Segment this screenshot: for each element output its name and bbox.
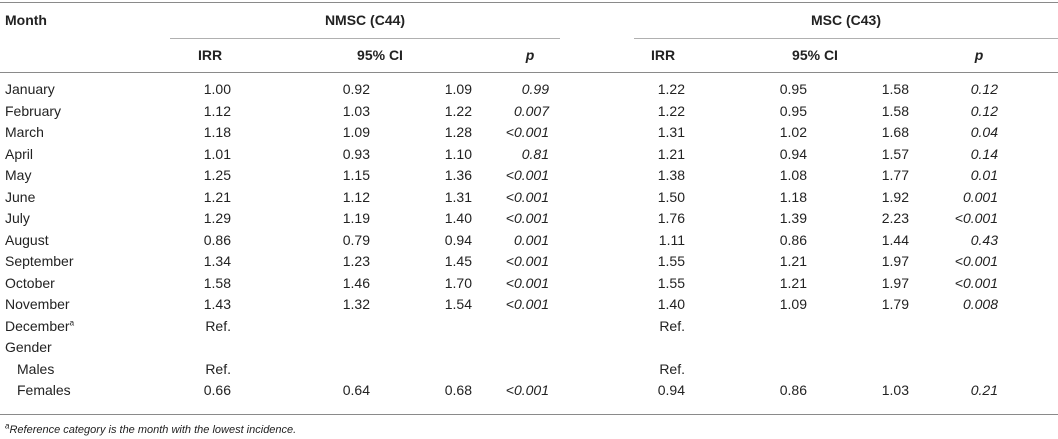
- bottom-rule: [0, 414, 1058, 415]
- row-label: [5, 253, 73, 269]
- nmsc-ci-high-cell: 1.22: [444, 103, 472, 119]
- row-label: [17, 361, 54, 377]
- msc-ci-high-cell: 1.44: [881, 232, 909, 248]
- nmsc-irr-cell: 0.66: [203, 382, 231, 398]
- msc-irr-cell: 1.55: [657, 253, 685, 269]
- msc-irr-cell: 1.22: [657, 81, 685, 97]
- msc-p-cell: 0.43: [970, 232, 998, 248]
- nmsc-ci-low-cell: 1.23: [342, 253, 370, 269]
- row-label-text: August: [5, 232, 49, 248]
- msc-irr-cell: Ref.: [659, 318, 685, 334]
- footnote-text: Reference category is the month with the lowest incidence.: [9, 424, 297, 436]
- nmsc-irr-cell: 1.58: [203, 275, 231, 291]
- msc-p-cell: <0.001: [954, 253, 998, 269]
- nmsc-p-cell: <0.001: [505, 296, 549, 312]
- msc-p-cell: 0.001: [962, 189, 998, 205]
- row-label-text: December: [5, 318, 70, 334]
- nmsc-p-cell: 0.007: [513, 103, 549, 119]
- nmsc-irr-cell: 1.18: [203, 124, 231, 140]
- row-label: [5, 124, 44, 140]
- nmsc-ci-low-cell: 1.09: [342, 124, 370, 140]
- nmsc-p-cell: 0.99: [521, 81, 549, 97]
- nmsc-ci-low-cell: 1.46: [342, 275, 370, 291]
- nmsc-ci-high-cell: 1.31: [444, 189, 472, 205]
- top-rule: [0, 2, 1058, 3]
- msc-ci-low-cell: 0.95: [779, 103, 807, 119]
- msc-ci-low-cell: 1.39: [779, 210, 807, 226]
- msc-ci-high-cell: 1.79: [881, 296, 909, 312]
- msc-p-cell: 0.04: [970, 124, 998, 140]
- nmsc-ci-low-cell: 1.19: [342, 210, 370, 226]
- nmsc-irr-cell: 1.12: [203, 103, 231, 119]
- nmsc-ci-high-cell: 1.28: [444, 124, 472, 140]
- msc-ci-high-cell: 1.03: [881, 382, 909, 398]
- nmsc-irr-cell: 1.00: [203, 81, 231, 97]
- row-label: [5, 296, 70, 312]
- nmsc-ci-low-cell: 0.93: [342, 146, 370, 162]
- nmsc-irr-cell: Ref.: [205, 318, 231, 334]
- row-label: [5, 339, 52, 355]
- msc-irr-cell: 1.55: [657, 275, 685, 291]
- msc-p-cell: <0.001: [954, 210, 998, 226]
- nmsc-ci-high-cell: 1.10: [444, 146, 472, 162]
- msc-ci-high-cell: 1.57: [881, 146, 909, 162]
- row-label-text: June: [5, 189, 36, 205]
- msc-ci-low-cell: 1.08: [779, 167, 807, 183]
- row-label-text: July: [5, 210, 30, 226]
- nmsc-p-cell: <0.001: [505, 382, 549, 398]
- msc-irr-cell: 1.38: [657, 167, 685, 183]
- msc-ci-low-cell: 1.18: [779, 189, 807, 205]
- msc-ci-low-cell: 1.09: [779, 296, 807, 312]
- row-label-text: Males: [17, 361, 55, 377]
- header-msc: MSC (C43): [810, 12, 881, 28]
- msc-irr-cell: 1.76: [657, 210, 685, 226]
- msc-irr-cell: 1.11: [658, 232, 685, 248]
- header-nmsc: NMSC (C44): [324, 12, 406, 28]
- nmsc-ci-high-cell: 1.70: [444, 275, 472, 291]
- header-nmsc-ci: 95% CI: [357, 47, 403, 63]
- msc-ci-low-cell: 1.21: [779, 275, 807, 291]
- nmsc-ci-low-cell: 1.15: [342, 167, 370, 183]
- msc-ci-high-cell: 1.58: [881, 81, 909, 97]
- nmsc-ci-low-cell: 0.92: [342, 81, 370, 97]
- nmsc-irr-cell: 1.29: [203, 210, 231, 226]
- nmsc-ci-high-cell: 0.68: [444, 382, 472, 398]
- msc-ci-low-cell: 0.86: [779, 382, 807, 398]
- msc-irr-cell: 1.40: [657, 296, 685, 312]
- msc-p-cell: 0.008: [962, 296, 998, 312]
- row-label: [5, 189, 35, 205]
- msc-ci-high-cell: 1.68: [881, 124, 909, 140]
- nmsc-irr-cell: 1.43: [203, 296, 231, 312]
- msc-group-rule: [634, 38, 1058, 39]
- nmsc-irr-cell: 1.01: [203, 146, 231, 162]
- msc-ci-high-cell: 1.77: [881, 167, 909, 183]
- msc-p-cell: 0.21: [970, 382, 998, 398]
- msc-ci-low-cell: 0.94: [779, 146, 807, 162]
- msc-irr-cell: 1.22: [657, 103, 685, 119]
- row-label: [5, 232, 49, 248]
- msc-irr-cell: 1.21: [657, 146, 685, 162]
- header-msc-irr: IRR: [650, 47, 676, 63]
- row-label: [5, 103, 61, 119]
- nmsc-irr-cell: Ref.: [205, 361, 231, 377]
- nmsc-p-cell: <0.001: [505, 189, 549, 205]
- nmsc-ci-high-cell: 1.36: [444, 167, 472, 183]
- table-footnote: [5, 423, 296, 437]
- row-label-text: April: [5, 146, 34, 162]
- row-label: [5, 81, 55, 97]
- nmsc-p-cell: <0.001: [505, 253, 549, 269]
- nmsc-ci-low-cell: 0.64: [342, 382, 370, 398]
- msc-irr-cell: 1.31: [657, 124, 685, 140]
- row-label-text: September: [5, 253, 74, 269]
- nmsc-p-cell: <0.001: [505, 167, 549, 183]
- nmsc-irr-cell: 1.25: [203, 167, 231, 183]
- nmsc-ci-high-cell: 1.40: [444, 210, 472, 226]
- nmsc-p-cell: <0.001: [505, 275, 549, 291]
- row-label-text: May: [5, 167, 32, 183]
- nmsc-irr-cell: 1.21: [203, 189, 231, 205]
- header-month: Month: [5, 12, 47, 28]
- nmsc-ci-low-cell: 1.03: [342, 103, 370, 119]
- header-rule: [0, 72, 1058, 73]
- header-nmsc-irr: IRR: [197, 47, 223, 63]
- msc-p-cell: 0.12: [970, 81, 998, 97]
- row-label-text: Females: [17, 382, 71, 398]
- msc-ci-high-cell: 1.58: [881, 103, 909, 119]
- nmsc-p-cell: 0.81: [521, 146, 549, 162]
- nmsc-group-rule: [170, 38, 560, 39]
- header-nmsc-p: p: [525, 47, 535, 63]
- msc-ci-high-cell: 2.23: [881, 210, 909, 226]
- reference-footnote-mark: a: [69, 318, 75, 328]
- row-label: [5, 146, 33, 162]
- nmsc-ci-high-cell: 1.45: [444, 253, 472, 269]
- header-msc-ci: 95% CI: [792, 47, 838, 63]
- msc-ci-low-cell: 1.21: [779, 253, 807, 269]
- msc-irr-cell: 1.50: [657, 189, 685, 205]
- row-label-text: October: [5, 275, 55, 291]
- row-label: [17, 382, 71, 398]
- nmsc-ci-low-cell: 1.32: [342, 296, 370, 312]
- nmsc-ci-high-cell: 1.09: [444, 81, 472, 97]
- row-label-text: March: [5, 124, 44, 140]
- msc-ci-high-cell: 1.92: [881, 189, 909, 205]
- msc-ci-low-cell: 0.95: [779, 81, 807, 97]
- row-label: [5, 210, 30, 226]
- nmsc-p-cell: <0.001: [505, 124, 549, 140]
- nmsc-ci-high-cell: 0.94: [444, 232, 472, 248]
- nmsc-ci-low-cell: 0.79: [342, 232, 370, 248]
- row-label: [5, 318, 74, 334]
- msc-p-cell: 0.12: [970, 103, 998, 119]
- header-msc-p: p: [974, 47, 984, 63]
- msc-ci-low-cell: 0.86: [779, 232, 807, 248]
- row-label-text: November: [5, 296, 70, 312]
- msc-p-cell: <0.001: [954, 275, 998, 291]
- msc-irr-cell: Ref.: [659, 361, 685, 377]
- row-label: [5, 275, 55, 291]
- msc-p-cell: 0.14: [970, 146, 998, 162]
- msc-ci-high-cell: 1.97: [881, 253, 909, 269]
- row-label: [5, 167, 31, 183]
- nmsc-irr-cell: 1.34: [203, 253, 231, 269]
- nmsc-p-cell: <0.001: [505, 210, 549, 226]
- nmsc-irr-cell: 0.86: [203, 232, 231, 248]
- row-label-text: February: [5, 103, 62, 119]
- msc-p-cell: 0.01: [970, 167, 998, 183]
- row-label-text: January: [5, 81, 55, 97]
- nmsc-ci-low-cell: 1.12: [342, 189, 370, 205]
- footnote-mark: a: [5, 421, 10, 431]
- msc-ci-high-cell: 1.97: [881, 275, 909, 291]
- row-label-text: Gender: [5, 339, 52, 355]
- msc-ci-low-cell: 1.02: [779, 124, 807, 140]
- nmsc-ci-high-cell: 1.54: [444, 296, 472, 312]
- nmsc-p-cell: 0.001: [513, 232, 549, 248]
- msc-irr-cell: 0.94: [657, 382, 685, 398]
